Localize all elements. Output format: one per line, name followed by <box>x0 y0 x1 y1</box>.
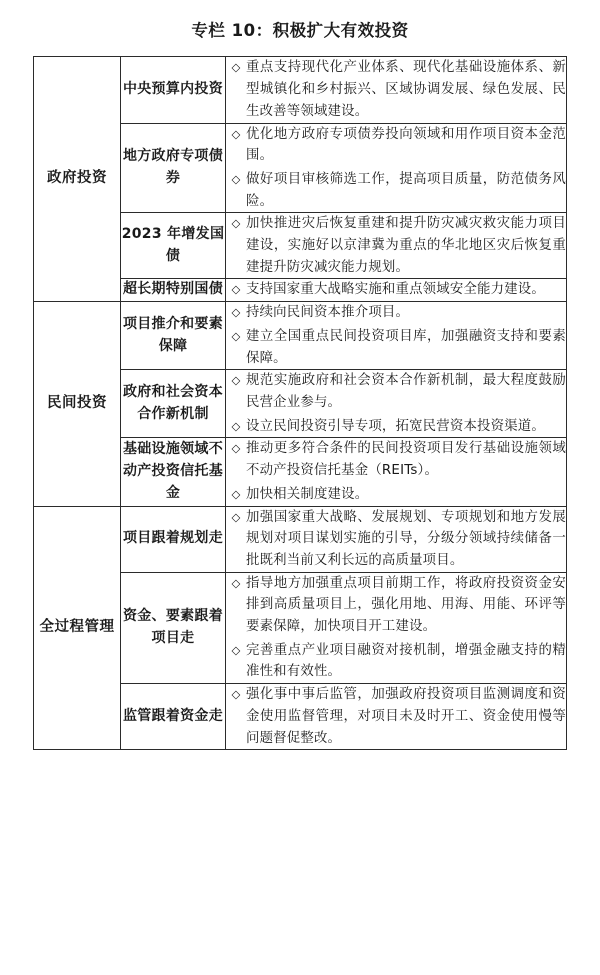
list-item <box>226 438 566 481</box>
list-item <box>226 57 566 122</box>
investment-table <box>33 56 567 750</box>
table-row <box>34 506 567 572</box>
subject-cell: 地方政府专项债券 <box>121 123 226 213</box>
list-item <box>226 416 566 438</box>
list-item <box>226 507 566 572</box>
diamond-bullet-icon: ◇ <box>231 328 241 343</box>
list-item <box>226 213 566 278</box>
diamond-bullet-icon: ◇ <box>231 373 241 388</box>
content-cell <box>226 370 567 438</box>
list-item <box>226 326 566 369</box>
diamond-bullet-icon: ◇ <box>231 642 241 657</box>
subject-cell: 项目跟着规划走 <box>121 506 226 572</box>
category-cell-government-investment: 政府投资 <box>34 57 121 302</box>
point-list <box>226 370 566 437</box>
list-item <box>226 684 566 749</box>
table-row <box>34 302 567 370</box>
point-list <box>226 684 566 749</box>
diamond-bullet-icon: ◇ <box>231 575 241 590</box>
table-row <box>34 57 567 123</box>
diamond-bullet-icon: ◇ <box>231 418 241 433</box>
point-list <box>226 213 566 278</box>
point-list <box>226 438 566 505</box>
content-cell <box>226 279 567 302</box>
list-item <box>226 484 566 506</box>
point-list <box>226 279 566 301</box>
subject-cell: 基础设施领域不动产投资信托基金 <box>121 438 226 506</box>
list-item <box>226 370 566 413</box>
content-cell <box>226 572 567 684</box>
subject-cell: 资金、要素跟着项目走 <box>121 572 226 684</box>
page-title: 专栏 10：积极扩大有效投资 <box>191 21 409 40</box>
point-text: 支持国家重大战略实施和重点领域安全能力建设。 <box>246 282 545 298</box>
content-cell <box>226 213 567 279</box>
content-cell <box>226 57 567 123</box>
point-text: 建立全国重点民间投资项目库，加强融资支持和要素保障。 <box>246 328 566 366</box>
point-text: 加快相关制度建设。 <box>246 486 369 502</box>
point-list <box>226 124 566 213</box>
content-cell <box>226 684 567 750</box>
subject-cell: 政府和社会资本合作新机制 <box>121 370 226 438</box>
diamond-bullet-icon: ◇ <box>231 486 241 501</box>
diamond-bullet-icon: ◇ <box>231 126 241 141</box>
diamond-bullet-icon: ◇ <box>231 441 241 456</box>
list-item <box>226 640 566 683</box>
point-text: 持续向民间资本推介项目。 <box>246 305 410 321</box>
content-cell <box>226 302 567 370</box>
category-cell-whole-process-management: 全过程管理 <box>34 506 121 750</box>
point-text: 完善重点产业项目融资对接机制，增强金融支持的精准性和有效性。 <box>246 642 566 680</box>
point-text: 指导地方加强重点项目前期工作，将政府投资资金安排到高质量项目上，强化用地、用海、用能、环评等要素保障，加快项目开工建设。 <box>246 575 566 635</box>
list-item <box>226 124 566 167</box>
subject-cell: 2023 年增发国债 <box>121 213 226 279</box>
point-text: 加强国家重大战略、发展规划、专项规划和地方发展规划对项目谋划实施的引导，分级分领域持续储备一批既利当前又利长远的高质量项目。 <box>246 509 566 568</box>
list-item <box>226 573 566 638</box>
subject-cell: 中央预算内投资 <box>121 57 226 123</box>
point-text: 推动更多符合条件的民间投资项目发行基础设施领域不动产投资信托基金（REITs）。 <box>246 441 566 479</box>
content-cell <box>226 123 567 213</box>
list-item <box>226 169 566 212</box>
diamond-bullet-icon: ◇ <box>231 60 241 75</box>
content-cell <box>226 506 567 572</box>
subject-cell: 超长期特别国债 <box>121 279 226 302</box>
point-text: 规范实施政府和社会资本合作新机制，最大程度鼓励民营企业参与。 <box>246 373 566 410</box>
category-cell-private-investment: 民间投资 <box>34 302 121 506</box>
list-item <box>226 302 566 324</box>
content-cell <box>226 438 567 506</box>
point-list <box>226 573 566 684</box>
diamond-bullet-icon: ◇ <box>231 687 241 702</box>
point-text: 加快推进灾后恢复重建和提升防灾减灾救灾能力项目建设，实施好以京津冀为重点的华北地区灾后恢复重建提升防灾减灾能力规划。 <box>246 216 566 275</box>
point-text: 设立民间投资引导专项，拓宽民营资本投资渠道。 <box>246 418 545 434</box>
list-item <box>226 279 566 301</box>
point-text: 重点支持现代化产业体系、现代化基础设施体系、新型城镇化和乡村振兴、区域协调发展、绿色发展、民生改善等领域建设。 <box>246 60 566 119</box>
diamond-bullet-icon: ◇ <box>231 171 241 186</box>
point-list <box>226 302 566 369</box>
diamond-bullet-icon: ◇ <box>231 216 241 231</box>
diamond-bullet-icon: ◇ <box>231 282 241 297</box>
diamond-bullet-icon: ◇ <box>231 509 241 524</box>
point-text: 做好项目审核筛选工作，提高项目质量，防范债务风险。 <box>246 171 566 209</box>
point-text: 强化事中事后监管，加强政府投资项目监测调度和资金使用监督管理，对项目未及时开工、资金使用慢等问题督促整改。 <box>246 687 566 746</box>
diamond-bullet-icon: ◇ <box>231 305 241 320</box>
subject-cell: 监管跟着资金走 <box>121 684 226 750</box>
point-text: 优化地方政府专项债券投向领域和用作项目资本金范围。 <box>246 126 566 164</box>
point-list <box>226 507 566 572</box>
point-list <box>226 57 566 122</box>
subject-cell: 项目推介和要素保障 <box>121 302 226 370</box>
